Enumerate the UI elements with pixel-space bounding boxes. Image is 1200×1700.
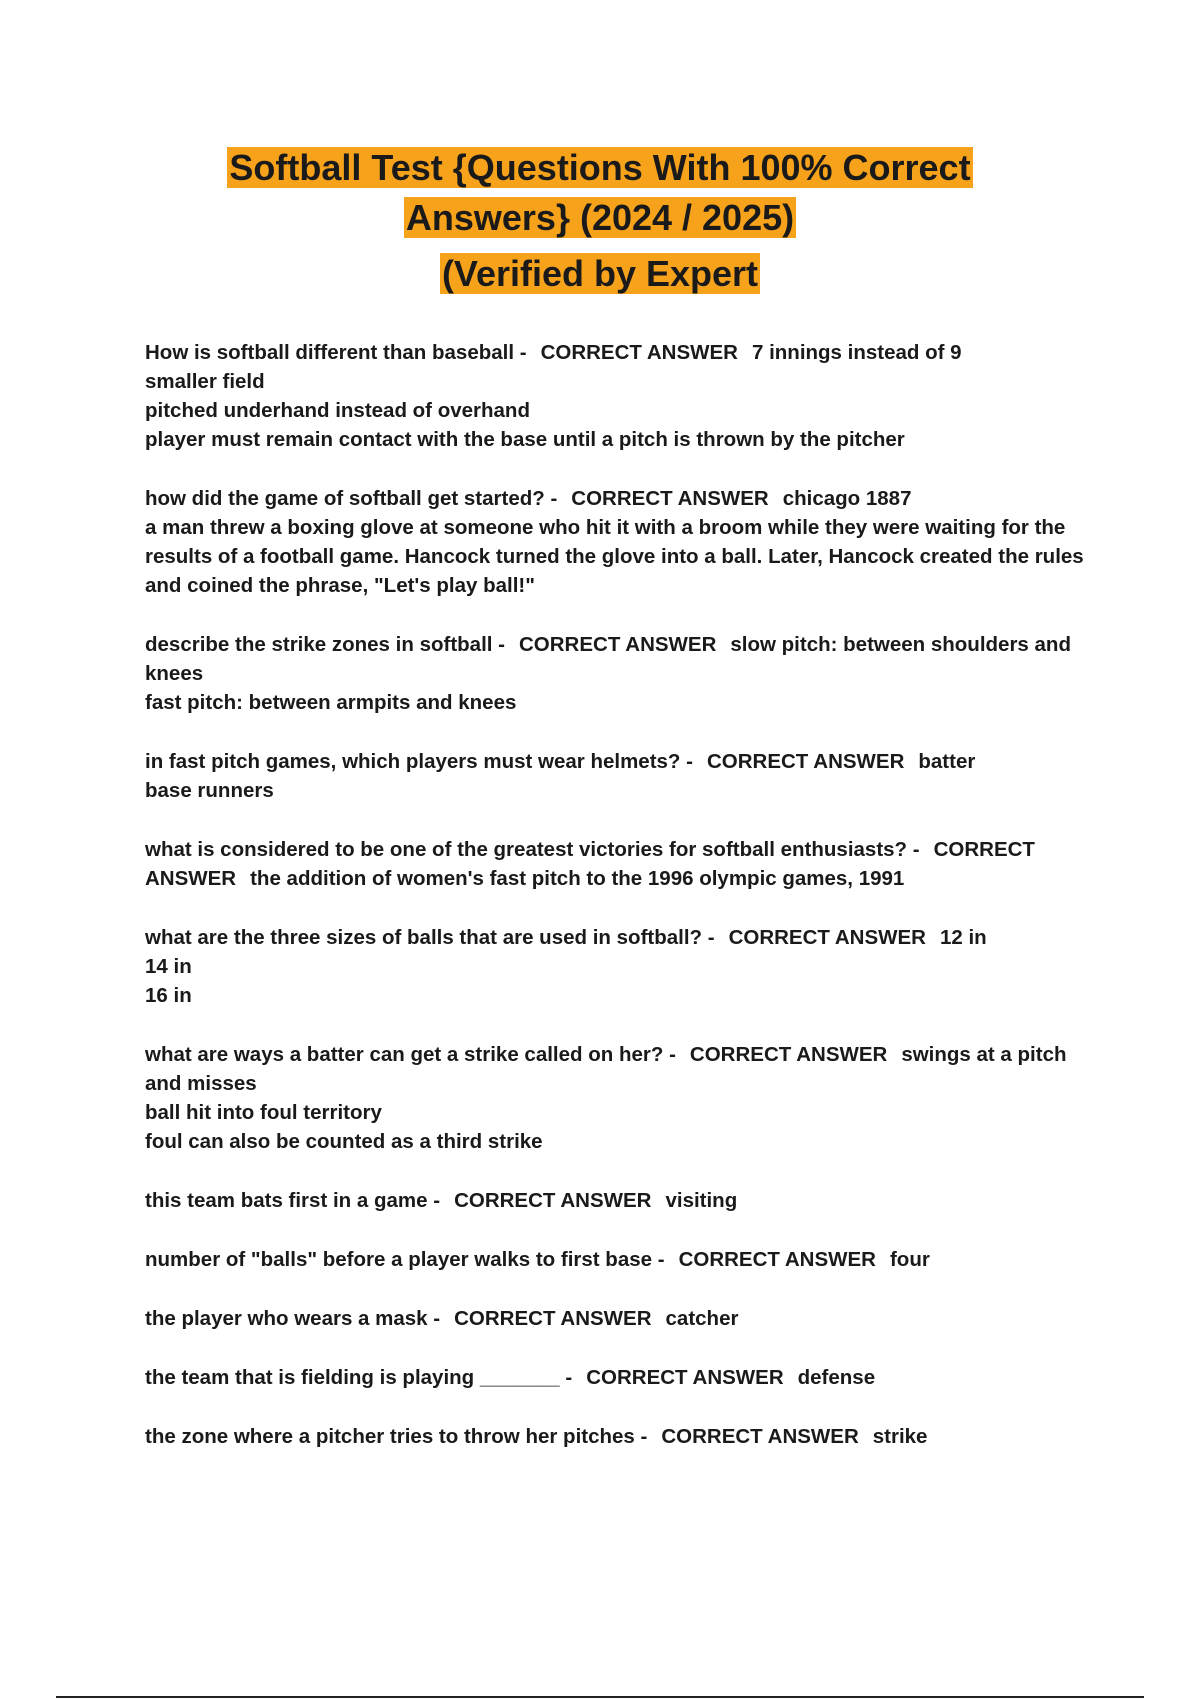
document-title [0, 143, 1200, 299]
qa-item [145, 630, 1095, 717]
qa-item [145, 484, 1095, 600]
qa-list [145, 338, 1095, 1481]
qa-item [145, 1363, 1095, 1392]
title-line-2: Answers} (2024 / 2025) [405, 197, 795, 238]
answer-text: swings at a pitch and misses ball hit into foul territory foul can also be counted as a third strike [145, 1043, 1067, 1153]
correct-answer-label: CORRECT ANSWER [454, 1307, 652, 1330]
correct-answer-label: CORRECT ANSWER [586, 1366, 784, 1389]
question-text: what are ways a batter can get a strike called on her? - [145, 1043, 676, 1066]
title-line-3: (Verified by Expert [441, 253, 759, 294]
question-text: in fast pitch games, which players must wear helmets? - [145, 750, 693, 773]
correct-answer-label: CORRECT ANSWER [678, 1248, 876, 1271]
correct-answer-label: CORRECT ANSWER [571, 487, 769, 510]
question-text: what is considered to be one of the greatest victories for softball enthusiasts? - [145, 838, 920, 861]
answer-text: slow pitch: between shoulders and knees fast pitch: between armpits and knees [145, 633, 1071, 714]
question-text: this team bats first in a game - [145, 1189, 441, 1212]
title-line-1: Softball Test {Questions With 100% Correct [229, 147, 971, 188]
qa-item [145, 338, 1095, 454]
qa-item [145, 835, 1095, 893]
answer-text: chicago 1887 a man threw a boxing glove at someone who hit it with a broom while they were waiting for the results of a football game. Hancock turned the glove into a ball. Later, Hancock created the rules and coined the phrase, "Let's play ball!" [145, 487, 1084, 597]
correct-answer-label: CORRECT ANSWER [454, 1189, 652, 1212]
answer-text: 7 innings instead of 9 smaller field pitched underhand instead of overhand player must remain contact with the base until a pitch is thrown by the pitcher [145, 341, 962, 451]
question-text: How is softball different than baseball - [145, 341, 527, 364]
answer-text: visiting [665, 1189, 738, 1212]
question-text: how did the game of softball get started? - [145, 487, 558, 510]
qa-item [145, 1186, 1095, 1215]
qa-item [145, 923, 1095, 1010]
correct-answer-label: CORRECT ANSWER [728, 926, 926, 949]
question-text: the zone where a pitcher tries to throw her pitches - [145, 1425, 648, 1448]
answer-text: 12 in 14 in 16 in [145, 926, 987, 1007]
correct-answer-label: CORRECT ANSWER [540, 341, 738, 364]
question-text: number of "balls" before a player walks to first base - [145, 1248, 665, 1271]
qa-item [145, 1422, 1095, 1451]
page-bottom-rule [56, 1696, 1144, 1698]
correct-answer-label: CORRECT ANSWER [145, 838, 1035, 890]
qa-item [145, 1040, 1095, 1156]
answer-text: strike [872, 1425, 928, 1448]
answer-text: the addition of women's fast pitch to the 1996 olympic games, 1991 [250, 867, 905, 890]
correct-answer-label: CORRECT ANSWER [661, 1425, 859, 1448]
question-text: what are the three sizes of balls that are used in softball? - [145, 926, 715, 949]
question-text: the team that is fielding is playing _______ - [145, 1366, 573, 1389]
qa-item [145, 1304, 1095, 1333]
question-text: the player who wears a mask - [145, 1307, 441, 1330]
correct-answer-label: CORRECT ANSWER [689, 1043, 888, 1066]
qa-item [145, 1245, 1095, 1274]
question-text: describe the strike zones in softball - [145, 633, 505, 656]
correct-answer-label: CORRECT ANSWER [518, 633, 717, 656]
answer-text: defense [797, 1366, 876, 1389]
answer-text: catcher [665, 1307, 739, 1330]
qa-item [145, 747, 1095, 805]
correct-answer-label: CORRECT ANSWER [706, 750, 905, 773]
answer-text: batter base runners [145, 750, 976, 802]
answer-text: four [889, 1248, 930, 1271]
